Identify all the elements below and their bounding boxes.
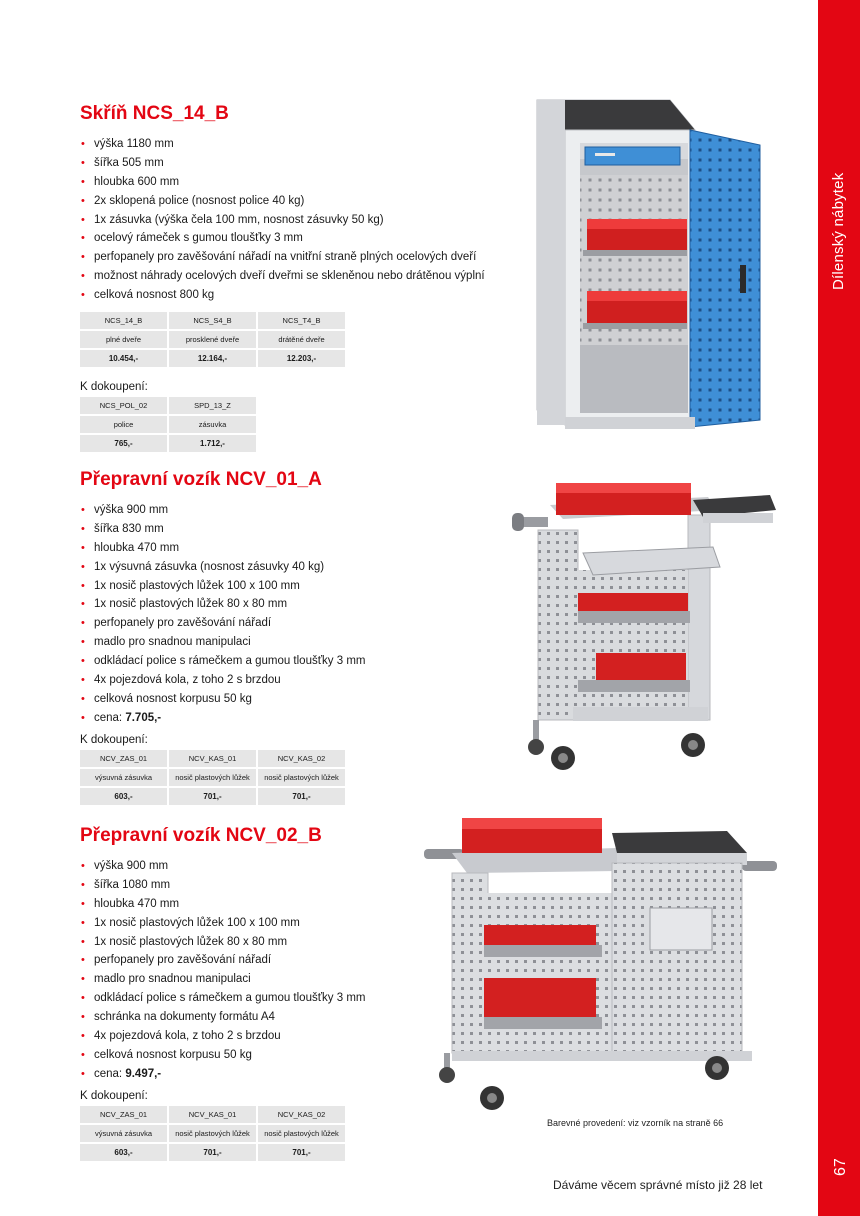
accessory-code: SPD_13_Z bbox=[169, 397, 256, 414]
accessories-label: K dokoupení: bbox=[80, 381, 148, 394]
price-item bbox=[80, 709, 365, 728]
variant-code: NCS_14_B bbox=[80, 312, 167, 329]
spec-item: • výška 1180 mm bbox=[80, 135, 485, 154]
accessory-name: nosič plastových lůžek bbox=[169, 769, 256, 786]
spec-list bbox=[80, 857, 365, 1084]
spec-item: • celková nosnost korpusu 50 kg bbox=[80, 690, 365, 709]
price-value: 7.705,- bbox=[125, 711, 162, 724]
spec-item: • schránka na dokumenty formátu A4 bbox=[80, 1008, 365, 1027]
spec-item: • madlo pro snadnou manipulaci bbox=[80, 633, 365, 652]
cart-02-image bbox=[422, 813, 780, 1113]
spec-item: • hloubka 470 mm bbox=[80, 895, 365, 914]
accessory-code: NCS_POL_02 bbox=[80, 397, 167, 414]
spec-list bbox=[80, 501, 365, 728]
accessories-label: K dokoupení: bbox=[80, 1089, 148, 1102]
accessory-price: 1.712,- bbox=[169, 435, 256, 452]
price-label: cena: bbox=[94, 711, 126, 724]
price-value: 9.497,- bbox=[125, 1067, 162, 1080]
spec-item: • 1x nosič plastových lůžek 100 x 100 mm bbox=[80, 577, 365, 596]
variant-code: NCS_S4_B bbox=[169, 312, 256, 329]
accessories-table bbox=[78, 395, 258, 454]
variant-name: plné dveře bbox=[80, 331, 167, 348]
accessory-price: 701,- bbox=[169, 1144, 256, 1161]
spec-item: • madlo pro snadnou manipulaci bbox=[80, 970, 365, 989]
spec-item: • perfopanely pro zavěšování nářadí bbox=[80, 614, 365, 633]
product-section-cart-01 bbox=[80, 467, 365, 807]
spec-item: • výška 900 mm bbox=[80, 857, 365, 876]
spec-item: • perfopanely pro zavěšování nářadí na vnitřní straně plných ocelových dveří bbox=[80, 248, 485, 267]
spec-item: • výška 900 mm bbox=[80, 501, 365, 520]
spec-item: • 1x výsuvná zásuvka (nosnost zásuvky 40 kg) bbox=[80, 558, 365, 577]
accessory-code: NCV_KAS_01 bbox=[169, 1106, 256, 1123]
footer-slogan: Dáváme věcem správné místo již 28 let bbox=[553, 1178, 763, 1192]
variant-code: NCS_T4_B bbox=[258, 312, 345, 329]
spec-item: • šířka 1080 mm bbox=[80, 876, 365, 895]
color-caption: Barevné provedení: viz vzorník na straně 66 bbox=[547, 1118, 724, 1128]
variant-price: 12.203,- bbox=[258, 350, 345, 367]
accessory-price: 603,- bbox=[80, 788, 167, 805]
accessory-name: výsuvná zásuvka bbox=[80, 1125, 167, 1142]
accessories-table bbox=[78, 1104, 347, 1163]
accessory-code: NCV_KAS_02 bbox=[258, 1106, 345, 1123]
spec-item: • 1x nosič plastových lůžek 80 x 80 mm bbox=[80, 595, 365, 614]
price-label: cena: bbox=[94, 1067, 126, 1080]
accessory-price: 701,- bbox=[169, 788, 256, 805]
accessory-price: 701,- bbox=[258, 788, 345, 805]
accessory-name: nosič plastových lůžek bbox=[258, 769, 345, 786]
cart-01-image bbox=[508, 475, 778, 775]
variant-price-table bbox=[78, 310, 347, 369]
spec-item: • 1x nosič plastových lůžek 80 x 80 mm bbox=[80, 933, 365, 952]
spec-item: • 2x sklopená police (nosnost police 40 kg) bbox=[80, 192, 485, 211]
variant-name: drátěné dveře bbox=[258, 331, 345, 348]
spec-item: • šířka 505 mm bbox=[80, 154, 485, 173]
spec-item: • možnost náhrady ocelových dveří dveřmi se skleněnou nebo drátěnou výplní bbox=[80, 267, 485, 286]
accessory-name: police bbox=[80, 416, 167, 433]
spec-item: • celková nosnost 800 kg bbox=[80, 286, 485, 305]
accessories-label: K dokoupení: bbox=[80, 733, 148, 746]
cabinet-image bbox=[525, 95, 770, 440]
accessory-name: zásuvka bbox=[169, 416, 256, 433]
accessory-name: výsuvná zásuvka bbox=[80, 769, 167, 786]
accessories-table bbox=[78, 748, 347, 807]
spec-item: • celková nosnost korpusu 50 kg bbox=[80, 1046, 365, 1065]
spec-item: • odkládací police s rámečkem a gumou tloušťky 3 mm bbox=[80, 652, 365, 671]
spec-item: • odkládací police s rámečkem a gumou tloušťky 3 mm bbox=[80, 989, 365, 1008]
spec-item: • 1x nosič plastových lůžek 100 x 100 mm bbox=[80, 914, 365, 933]
product-title: Přepravní vozík NCV_02_B bbox=[80, 825, 322, 846]
accessory-name: nosič plastových lůžek bbox=[258, 1125, 345, 1142]
product-title: Skříň NCS_14_B bbox=[80, 103, 229, 124]
spec-item: • hloubka 600 mm bbox=[80, 173, 485, 192]
spec-item: • šířka 830 mm bbox=[80, 520, 365, 539]
accessory-code: NCV_KAS_02 bbox=[258, 750, 345, 767]
spec-item: • 4x pojezdová kola, z toho 2 s brzdou bbox=[80, 1027, 365, 1046]
spec-item: • 4x pojezdová kola, z toho 2 s brzdou bbox=[80, 671, 365, 690]
variant-name: prosklené dveře bbox=[169, 331, 256, 348]
variant-price: 12.164,- bbox=[169, 350, 256, 367]
accessory-price: 765,- bbox=[80, 435, 167, 452]
spec-item: • hloubka 470 mm bbox=[80, 539, 365, 558]
price-item bbox=[80, 1065, 365, 1084]
spec-item: • ocelový rámeček s gumou tloušťky 3 mm bbox=[80, 229, 485, 248]
spec-item: • 1x zásuvka (výška čela 100 mm, nosnost zásuvky 50 kg) bbox=[80, 211, 485, 230]
accessory-code: NCV_ZAS_01 bbox=[80, 750, 167, 767]
accessory-code: NCV_ZAS_01 bbox=[80, 1106, 167, 1123]
accessory-name: nosič plastových lůžek bbox=[169, 1125, 256, 1142]
accessory-code: NCV_KAS_01 bbox=[169, 750, 256, 767]
product-section-cabinet bbox=[80, 101, 485, 454]
accessory-price: 701,- bbox=[258, 1144, 345, 1161]
product-section-cart-02 bbox=[80, 823, 365, 1163]
spec-item: • perfopanely pro zavěšování nářadí bbox=[80, 951, 365, 970]
variant-price: 10.454,- bbox=[80, 350, 167, 367]
spec-list bbox=[80, 135, 485, 305]
product-title: Přepravní vozík NCV_01_A bbox=[80, 469, 322, 490]
accessory-price: 603,- bbox=[80, 1144, 167, 1161]
